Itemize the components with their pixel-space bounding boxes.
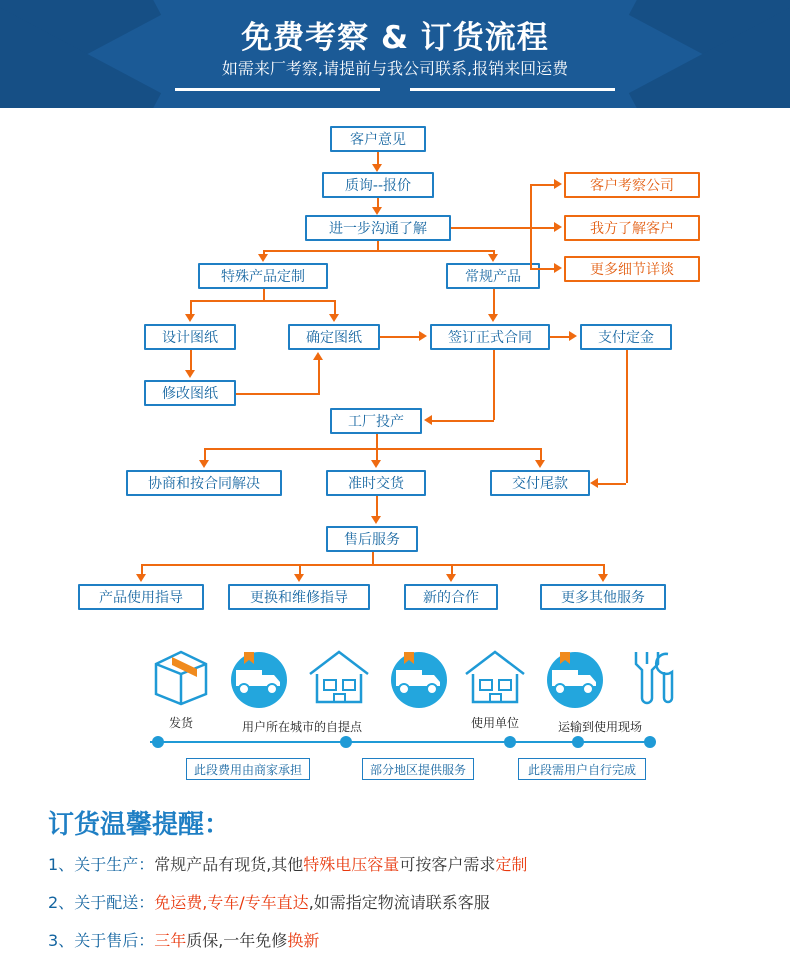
delivery-truck-icon-1: [222, 646, 296, 708]
flow-node-pay-deposit: 支付定金: [580, 324, 672, 350]
home-icon-2: [462, 648, 528, 706]
arrow-opinion-to-inquiry: [372, 164, 382, 172]
arrow-to-on-time-delivery: [371, 460, 381, 468]
note-text-delivery-2: ,如需指定物流请联系客服: [308, 893, 490, 912]
note-row-after-sales: [48, 928, 319, 951]
timeline-dot-1: [152, 736, 164, 748]
note-highlight-production-2: 定制: [495, 855, 528, 874]
page-title: 免费考察 & 订货流程: [241, 20, 549, 56]
note-index-3: 3、: [48, 931, 75, 950]
order-flowchart: [0, 108, 790, 638]
connector-deposit-to-final-payment: [598, 483, 626, 485]
note-label-delivery: 关于配送：: [74, 893, 155, 912]
timeline-dot-4: [572, 736, 584, 748]
connector-design-to-modify: [190, 350, 192, 370]
arrow-to-replace-repair: [294, 574, 304, 582]
note-highlight-after-sales-1: 三年: [154, 931, 187, 950]
arrow-to-custom-product: [258, 254, 268, 262]
connector-to-factory: [432, 420, 494, 422]
note-label-production: 关于生产：: [74, 855, 155, 874]
flow-node-understand-customer: 我方了解客户: [564, 215, 700, 241]
flow-node-inquiry-quote: 质询--报价: [322, 172, 434, 198]
arrow-design-to-modify: [185, 370, 195, 378]
connector-to-more-details: [530, 268, 556, 270]
order-notes: [0, 790, 790, 968]
connector-communication-to-right: [451, 227, 531, 229]
flow-node-design-drawing: 设计图纸: [144, 324, 236, 350]
note-row-production: [48, 852, 527, 875]
wrench-tool-icon: [622, 648, 680, 706]
connector-delivery-to-after-sales: [376, 496, 378, 516]
note-text-production-1: 常规产品有现货,其他: [154, 855, 304, 874]
arrow-to-factory: [424, 415, 432, 425]
flow-node-confirm-drawing: 确定图纸: [288, 324, 380, 350]
note-text-production-2: 可按客户需求: [399, 855, 496, 874]
note-row-delivery: [48, 890, 490, 913]
connector-split-products: [263, 250, 495, 252]
flow-node-usage-guidance: 产品使用指导: [78, 584, 204, 610]
header-rule-left: [175, 88, 380, 91]
arrow-deposit-to-final-payment: [590, 478, 598, 488]
page-subtitle: 如需来厂考察,请提前与我公司联系,报销来回运费: [221, 59, 569, 78]
note-label-after-sales: 关于售后：: [74, 931, 155, 950]
note-highlight-after-sales-2: 换新: [287, 931, 320, 950]
arrow-to-new-cooperation: [446, 574, 456, 582]
arrow-to-understand-customer: [554, 222, 562, 232]
connector-to-customer-visit: [530, 184, 556, 186]
home-icon-1: [306, 648, 372, 706]
flow-node-factory-production: 工厂投产: [330, 408, 422, 434]
logistics-label-usage-unit: 使用单位: [470, 716, 519, 730]
flow-node-customer-visit: 客户考察公司: [564, 172, 700, 198]
timeline-dot-5: [644, 736, 656, 748]
connector-custom-split: [190, 300, 336, 302]
flow-node-new-cooperation: 新的合作: [404, 584, 498, 610]
flow-node-modify-drawing: 修改图纸: [144, 380, 236, 406]
arrow-to-design-drawing: [185, 314, 195, 322]
arrow-to-more-details: [554, 263, 562, 273]
delivery-truck-icon-3: [538, 646, 612, 708]
arrow-to-usage-guidance: [136, 574, 146, 582]
connector-after-sales-down: [372, 552, 374, 564]
connector-modify-to-confirm: [236, 393, 320, 395]
arrow-standard-to-contract: [488, 314, 498, 322]
arrow-confirm-to-contract: [419, 331, 427, 341]
flow-node-further-communication: 进一步沟通了解: [305, 215, 451, 241]
flow-node-sign-contract: 签订正式合同: [430, 324, 550, 350]
connector-factory-split: [204, 448, 540, 450]
delivery-truck-icon-2: [382, 646, 456, 708]
connector-services-split: [141, 564, 603, 566]
logistics-label-pickup-point: 用户所在城市的自提点: [241, 720, 362, 734]
flow-node-customer-opinion: 客户意见: [330, 126, 426, 152]
note-index-2: 2、: [48, 893, 75, 912]
note-index-1: 1、: [48, 855, 75, 874]
note-highlight-delivery-1: 免运费,专车/专车直达: [154, 893, 309, 912]
arrow-contract-to-deposit: [569, 331, 577, 341]
arrow-to-customer-visit: [554, 179, 562, 189]
arrow-to-standard-product: [488, 254, 498, 262]
note-highlight-production-1: 特殊电压容量: [303, 855, 400, 874]
connector-contract-down: [493, 350, 495, 420]
logistics-strip: [0, 638, 790, 788]
connector-to-confirm-drawing: [334, 300, 336, 314]
logistics-tag-user-completes: 此段需用户自行完成: [518, 758, 646, 780]
arrow-to-final-payment: [535, 460, 545, 468]
connector-contract-to-deposit: [550, 336, 570, 338]
flow-node-final-payment: 交付尾款: [490, 470, 590, 496]
flow-node-on-time-delivery: 准时交货: [326, 470, 426, 496]
timeline-dot-3: [504, 736, 516, 748]
connector-to-understand-customer: [530, 227, 556, 229]
flow-node-replace-repair-guidance: 更换和维修指导: [228, 584, 370, 610]
connector-deposit-down: [626, 350, 628, 483]
connector-standard-to-contract: [493, 289, 495, 315]
notes-title: 订货温馨提醒：: [48, 810, 231, 840]
logistics-label-transport-to-site: 运输到使用现场: [557, 720, 642, 734]
page-header: [0, 0, 790, 108]
flow-node-more-details: 更多细节详谈: [564, 256, 700, 282]
flow-node-after-sales: 售后服务: [326, 526, 418, 552]
header-rule-right: [410, 88, 615, 91]
logistics-tag-merchant-pays: 此段费用由商家承担: [186, 758, 310, 780]
connector-confirm-to-contract: [380, 336, 420, 338]
timeline-dot-2: [340, 736, 352, 748]
flow-node-custom-product: 特殊产品定制: [198, 263, 328, 289]
flow-node-standard-product: 常规产品: [446, 263, 540, 289]
connector-factory-down: [376, 434, 378, 448]
connector-modify-up: [318, 360, 320, 394]
connector-inquiry-to-communication: [377, 198, 379, 207]
flow-node-negotiate-contract: 协商和按合同解决: [126, 470, 282, 496]
arrow-inquiry-to-communication: [372, 207, 382, 215]
note-text-after-sales-2: 质保,一年免修: [186, 931, 288, 950]
arrow-to-other-services: [598, 574, 608, 582]
arrow-modify-to-confirm: [313, 352, 323, 360]
arrow-delivery-to-after-sales: [371, 516, 381, 524]
arrow-to-confirm-drawing: [329, 314, 339, 322]
arrow-to-negotiate: [199, 460, 209, 468]
logistics-tag-partial-service: 部分地区提供服务: [362, 758, 474, 780]
flow-node-other-services: 更多其他服务: [540, 584, 666, 610]
package-box-icon: [148, 646, 214, 708]
logistics-label-shipping: 发货: [168, 716, 193, 730]
connector-to-design-drawing: [190, 300, 192, 314]
